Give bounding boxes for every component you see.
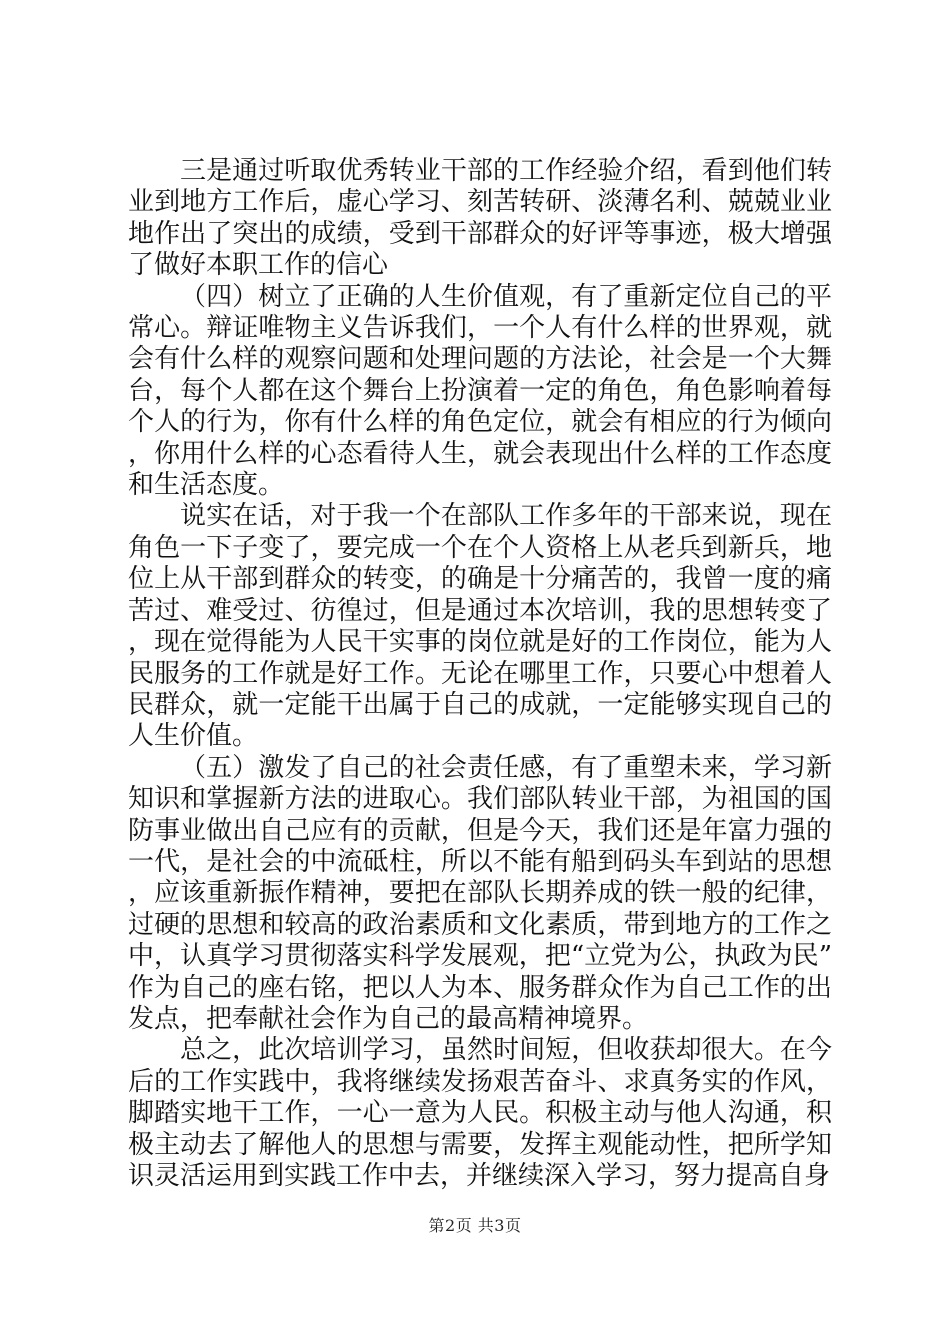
paragraph-section-four: （四）树立了正确的人生价值观，有了重新定位自己的平常心。辩证唯物主义告诉我们，一个人有什么样的世界观，就会有什么样的观察问题和处理问题的方法论，社会是一个大舞台，每个人都在这个舞台上扮演着一定的角色，角色影响着每个人的行为，你有什么样的角色定位，就会有相应的行为倾向，你用什么样的心态看待人生，就会表现出什么样的工作态度和生活态度。 (128, 281, 832, 501)
paragraph-honest-reflection: 说实在话，对于我一个在部队工作多年的干部来说，现在角色一下子变了，要完成一个在个人资格上从老兵到新兵，地位上从干部到群众的转变，的确是十分痛苦的，我曾一度的痛苦过、难受过、彷徨过，但是通过本次培训，我的思想转变了，现在觉得能为人民干实事的岗位就是好的工作岗位，能为人民服务的工作就是好工作。无论在哪里工作，只要心中想着人民群众，就一定能干出属于自己的成就，一定能够实现自己的人生价值。 (128, 501, 832, 752)
page-number-footer: 第2页 共3页 (428, 1216, 522, 1235)
paragraph-section-five: （五）激发了自己的社会责任感，有了重塑未来，学习新知识和掌握新方法的进取心。我们部队转业干部，为祖国的国防事业做出自己应有的贡献，但是今天，我们还是年富力强的一代，是社会的中流砥柱，所以不能有船到码头车到站的思想，应该重新振作精神，要把在部队长期养成的铁一般的纪律，过硬的思想和较高的政治素质和文化素质，带到地方的工作之中，认真学习贯彻落实科学发展观，把“立党为公，执政为民”作为自己的座右铭，把以人为本、服务群众作为自己工作的出发点，把奉献社会作为自己的最高精神境界。 (128, 752, 832, 1034)
paragraph-transfer-experience: 三是通过听取优秀转业干部的工作经验介绍，看到他们转业到地方工作后，虚心学习、刻苦转研、淡薄名利、兢兢业业地作出了突出的成绩，受到干部群众的好评等事迹，极大增强了做好本职工作的信心 (128, 156, 832, 281)
document-body (128, 156, 832, 1192)
paragraph-conclusion: 总之，此次培训学习，虽然时间短，但收获却很大。在今后的工作实践中，我将继续发扬艰苦奋斗、求真务实的作风，脚踏实地干工作，一心一意为人民。积极主动与他人沟通，积极主动去了解他人的思想与需要，发挥主观能动性，把所学知识灵活运用到实践工作中去，并继续深入学习，努力提高自身 (128, 1035, 832, 1191)
